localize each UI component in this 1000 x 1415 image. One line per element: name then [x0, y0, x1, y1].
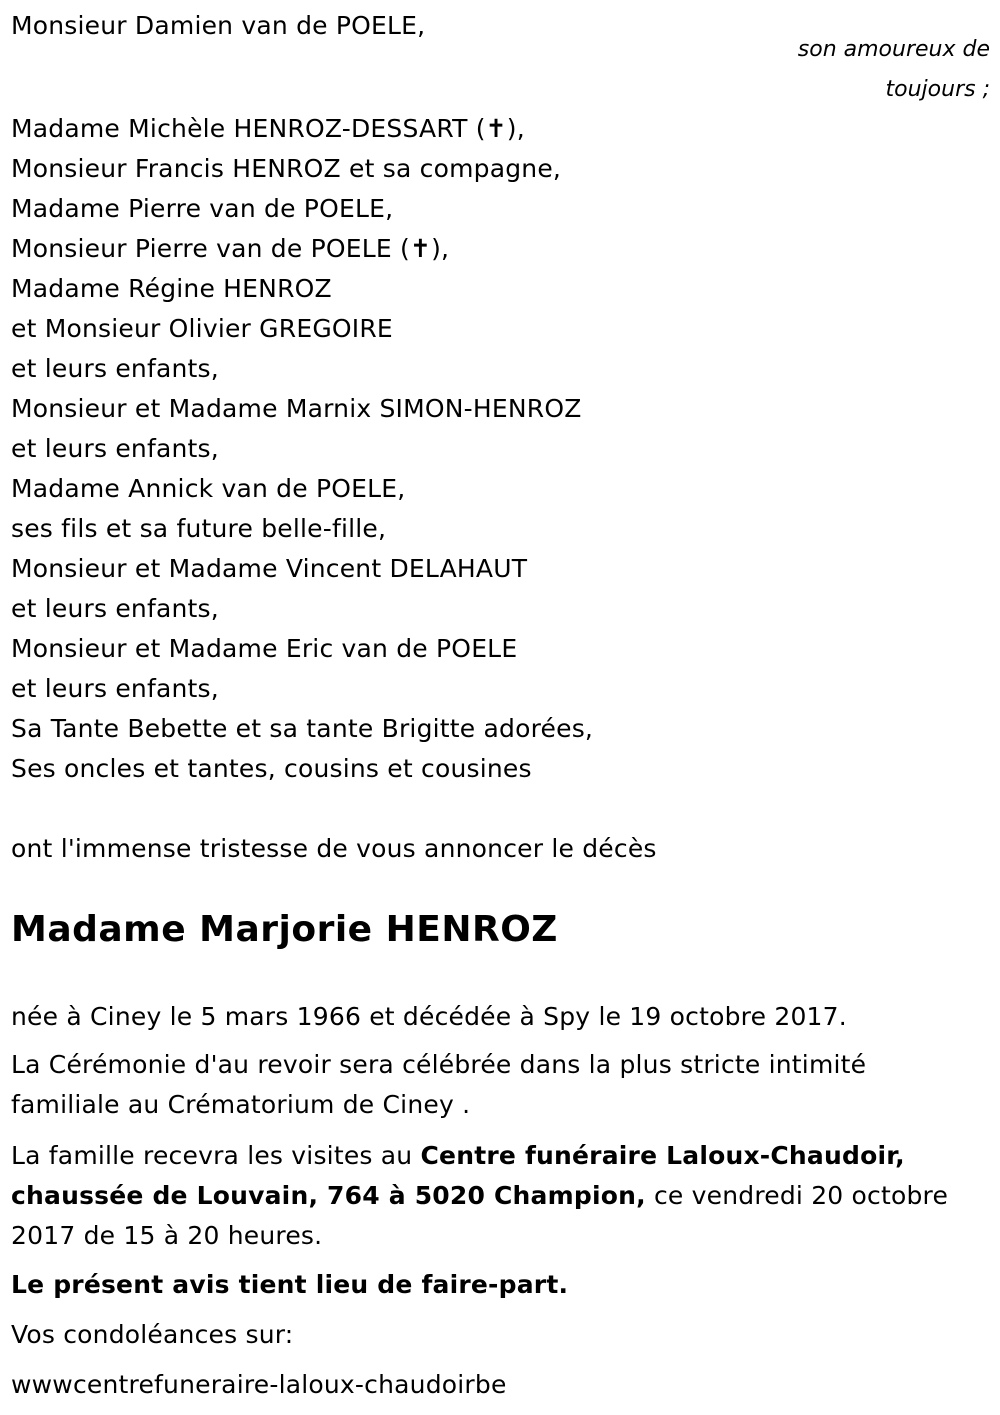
- family-line: Madame Pierre van de POELE,: [11, 194, 394, 223]
- announcement-line: ont l'immense tristesse de vous annoncer le décès: [11, 834, 657, 863]
- family-line: et leurs enfants,: [11, 434, 219, 463]
- family-line: et Monsieur Olivier GREGOIRE: [11, 314, 393, 343]
- spouse-note-line2: toujours ;: [885, 77, 990, 102]
- visits-venue: Centre funéraire Laloux-Chaudoir,: [420, 1141, 905, 1170]
- notice-line: Le présent avis tient lieu de faire-part.: [11, 1270, 569, 1299]
- family-line: et leurs enfants,: [11, 354, 219, 383]
- birth-death-line: née à Ciney le 5 mars 1966 et décédée à Spy le 19 octobre 2017.: [11, 1002, 847, 1031]
- visits-address: chaussée de Louvain, 764 à 5020 Champion,: [11, 1181, 646, 1210]
- family-line: Madame Régine HENROZ: [11, 274, 332, 303]
- family-line: et leurs enfants,: [11, 594, 219, 623]
- visits-line3: 2017 de 15 à 20 heures.: [11, 1221, 323, 1250]
- ceremony-line2: familiale au Crématorium de Ciney .: [11, 1090, 471, 1119]
- family-line: Madame Michèle HENROZ-DESSART (✝),: [11, 114, 525, 143]
- family-line: ses fils et sa future belle-fille,: [11, 514, 387, 543]
- spouse-line: Monsieur Damien van de POELE,: [11, 11, 426, 40]
- family-line: Monsieur et Madame Eric van de POELE: [11, 634, 518, 663]
- family-line: Monsieur et Madame Marnix SIMON-HENROZ: [11, 394, 582, 423]
- spouse-note-line1: son amoureux de: [797, 37, 990, 62]
- family-line: Monsieur et Madame Vincent DELAHAUT: [11, 554, 528, 583]
- family-line: Ses oncles et tantes, cousins et cousines: [11, 754, 532, 783]
- condolences-label: Vos condoléances sur:: [11, 1320, 294, 1349]
- visits-date: ce vendredi 20 octobre: [645, 1181, 949, 1210]
- visits-line1: [11, 1141, 905, 1171]
- visits-prefix: La famille recevra les visites au: [11, 1141, 421, 1170]
- family-line: Monsieur Francis HENROZ et sa compagne,: [11, 154, 562, 183]
- condolences-url[interactable]: wwwcentrefuneraire-laloux-chaudoirbe: [11, 1370, 507, 1399]
- family-line: Madame Annick van de POELE,: [11, 474, 406, 503]
- family-line: Monsieur Pierre van de POELE (✝),: [11, 234, 450, 263]
- visits-line2: [11, 1181, 948, 1211]
- deceased-name: Madame Marjorie HENROZ: [11, 909, 558, 950]
- family-line: et leurs enfants,: [11, 674, 219, 703]
- family-line: Sa Tante Bebette et sa tante Brigitte adorées,: [11, 714, 594, 743]
- ceremony-line1: La Cérémonie d'au revoir sera célébrée dans la plus stricte intimité: [11, 1050, 867, 1079]
